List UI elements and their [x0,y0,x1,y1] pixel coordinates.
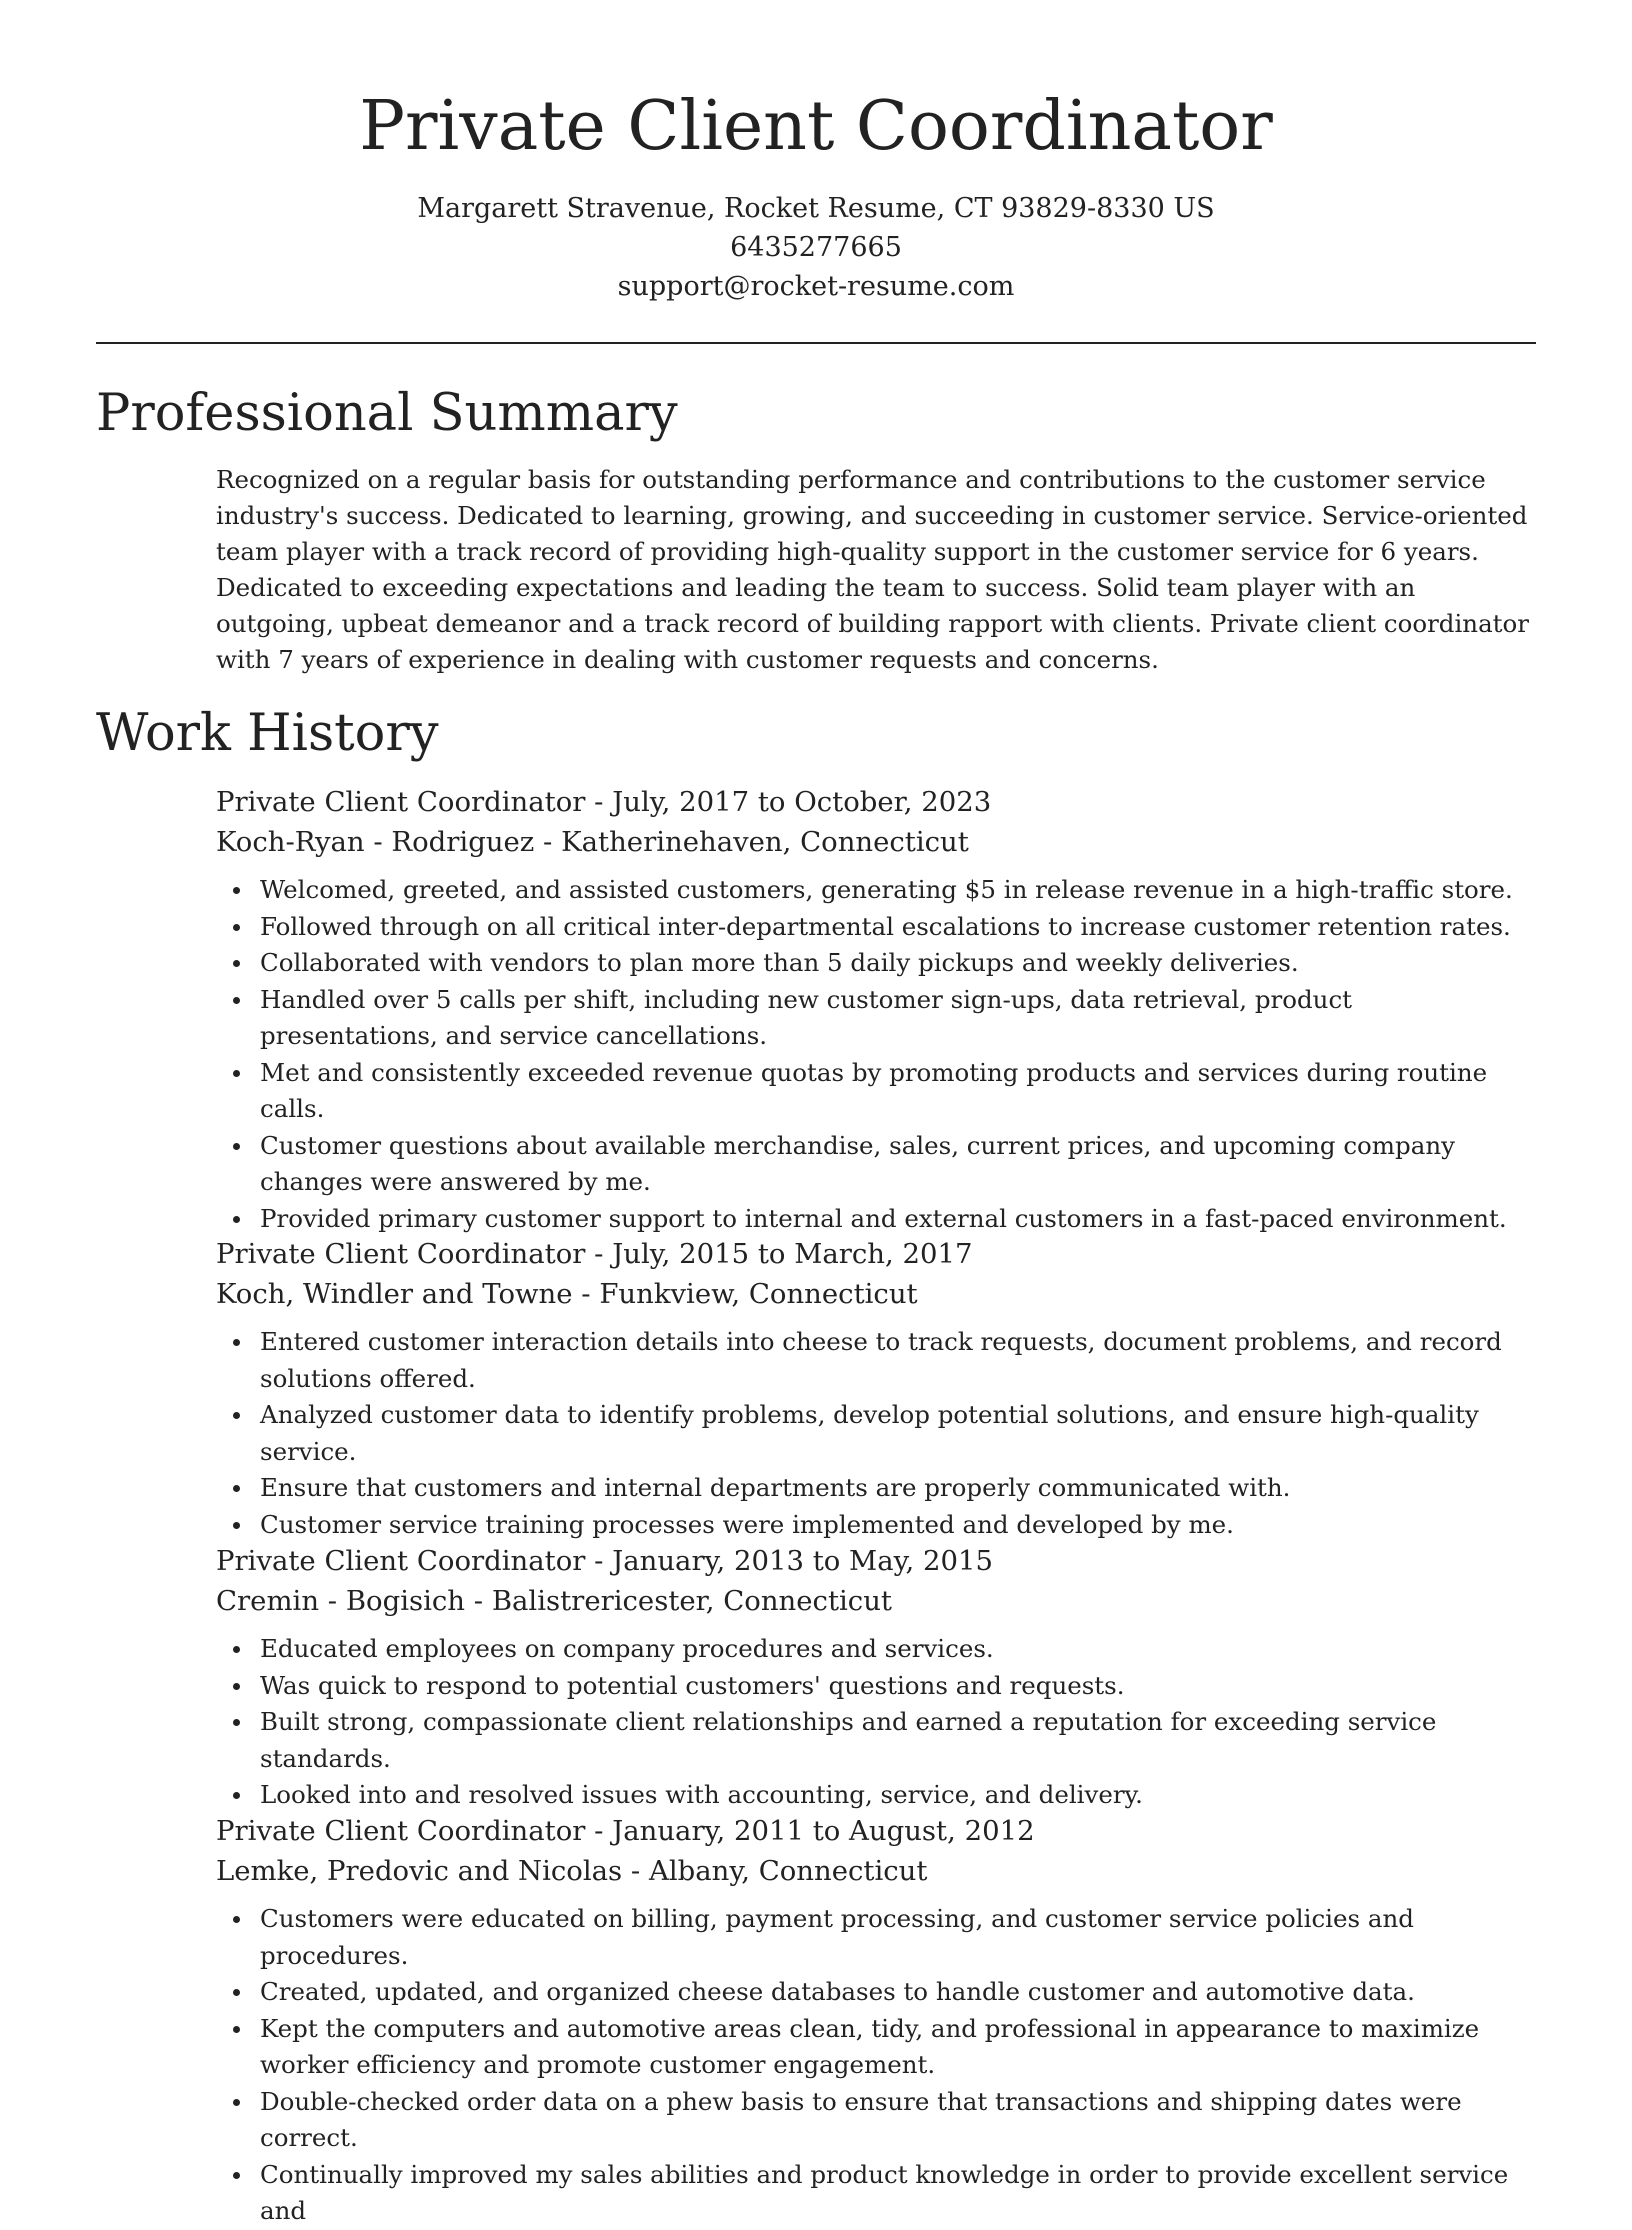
duty-item: Double-checked order data on a phew basis to ensure that transactions and shipping dates were correct. [260,2084,1536,2157]
job-location: Balistrericester, Connecticut [491,1585,892,1617]
duty-list [216,1631,1536,1814]
job-company-line: Koch, Windler and Towne - Funkview, Connecticut [216,1278,918,1310]
contact-email: support@rocket-resume.com [617,271,1015,302]
duty-item: Looked into and resolved issues with accounting, service, and delivery. [260,1777,1536,1814]
duty-item: Built strong, compassionate client relationships and earned a reputation for exceeding service standards. [260,1704,1536,1777]
job-location: Funkview, Connecticut [599,1278,918,1310]
duty-item: Customer questions about available merchandise, sales, current prices, and upcoming company changes were answered by me. [260,1128,1536,1201]
duty-item: Handled over 5 calls per shift, including new customer sign-ups, data retrieval, product presentations, and service cancellations. [260,982,1536,1055]
summary-text: Recognized on a regular basis for outstanding performance and contributions to the customer service industry's success. Dedicated to learning, growing, and succeeding in customer service. Service-oriented team player with a track record of providing high-quality support in the customer service for 6 years. Dedicated to exceeding expectations and leading the team to success. Solid team player with an outgoing, upbeat demeanor and a track record of building rapport with clients. Private client coordinator with 7 years of experience in dealing with customer requests and concerns. [216,465,1529,674]
duty-item: Entered customer interaction details into cheese to track requests, document problems, and record solutions offered. [260,1324,1536,1397]
duty-list [216,1901,1536,2230]
duty-item: Created, updated, and organized cheese databases to handle customer and automotive data. [260,1974,1536,2011]
job-entry [216,1234,1536,1543]
job-title-line: Private Client Coordinator - January, 2011 to August, 2012 [216,1815,1035,1847]
header-divider [96,342,1536,344]
resume-title: Private Client Coordinator [359,87,1273,166]
job-entry [216,1541,1536,1814]
job-company: Koch-Ryan - Rodriguez [216,826,535,858]
duty-item: Ensure that customers and internal departments are properly communicated with. [260,1470,1536,1507]
job-title: Private Client Coordinator [216,1815,586,1847]
job-title-line: Private Client Coordinator - January, 2013 to May, 2015 [216,1545,993,1577]
job-dates: January, 2011 to August, 2012 [612,1815,1035,1847]
contact-phone: 6435277665 [730,232,902,263]
job-entry [216,782,1536,1237]
job-title: Private Client Coordinator [216,1238,586,1270]
job-company: Lemke, Predovic and Nicolas [216,1855,623,1887]
job-location: Katherinehaven, Connecticut [561,826,969,858]
duty-item: Educated employees on company procedures and services. [260,1631,1536,1668]
duty-item: Welcomed, greeted, and assisted customers, generating $5 in release revenue in a high-traffic store. [260,872,1536,909]
duty-item: Customer service training processes were implemented and developed by me. [260,1507,1536,1544]
job-company-line: Cremin - Bogisich - Balistrericester, Connecticut [216,1585,892,1617]
summary-heading: Professional Summary [96,384,678,443]
job-title-line: Private Client Coordinator - July, 2015 to March, 2017 [216,1238,973,1270]
duty-item: Collaborated with vendors to plan more than 5 daily pickups and weekly deliveries. [260,945,1536,982]
job-company: Cremin - Bogisich [216,1585,466,1617]
job-dates: July, 2015 to March, 2017 [612,1238,973,1270]
job-title-line: Private Client Coordinator - July, 2017 to October, 2023 [216,786,992,818]
job-company-line: Koch-Ryan - Rodriguez - Katherinehaven, Connecticut [216,826,969,858]
job-title: Private Client Coordinator [216,786,586,818]
contact-address: Margarett Stravenue, Rocket Resume, CT 93829-8330 US [417,193,1215,224]
job-company-line: Lemke, Predovic and Nicolas - Albany, Connecticut [216,1855,928,1887]
job-dates: January, 2013 to May, 2015 [612,1545,993,1577]
job-dates: July, 2017 to October, 2023 [612,786,992,818]
duty-item: Continually improved my sales abilities and product knowledge in order to provide excellent service and [260,2157,1536,2230]
job-location: Albany, Connecticut [648,1855,928,1887]
duty-item: Analyzed customer data to identify problems, develop potential solutions, and ensure high-quality service. [260,1397,1536,1470]
duty-item: Met and consistently exceeded revenue quotas by promoting products and services during routine calls. [260,1055,1536,1128]
duty-item: Was quick to respond to potential customers' questions and requests. [260,1668,1536,1705]
duty-list [216,1324,1536,1543]
duty-item: Followed through on all critical inter-departmental escalations to increase customer retention rates. [260,909,1536,946]
job-company: Koch, Windler and Towne [216,1278,573,1310]
job-entry [216,1811,1536,2230]
duty-item: Kept the computers and automotive areas clean, tidy, and professional in appearance to maximize worker efficiency and promote customer engagement. [260,2011,1536,2084]
job-title: Private Client Coordinator [216,1545,586,1577]
work-history-heading: Work History [96,704,439,763]
duty-item: Customers were educated on billing, payment processing, and customer service policies and procedures. [260,1901,1536,1974]
duty-list [216,872,1536,1237]
duty-item: Provided primary customer support to internal and external customers in a fast-paced environment. [260,1201,1536,1238]
